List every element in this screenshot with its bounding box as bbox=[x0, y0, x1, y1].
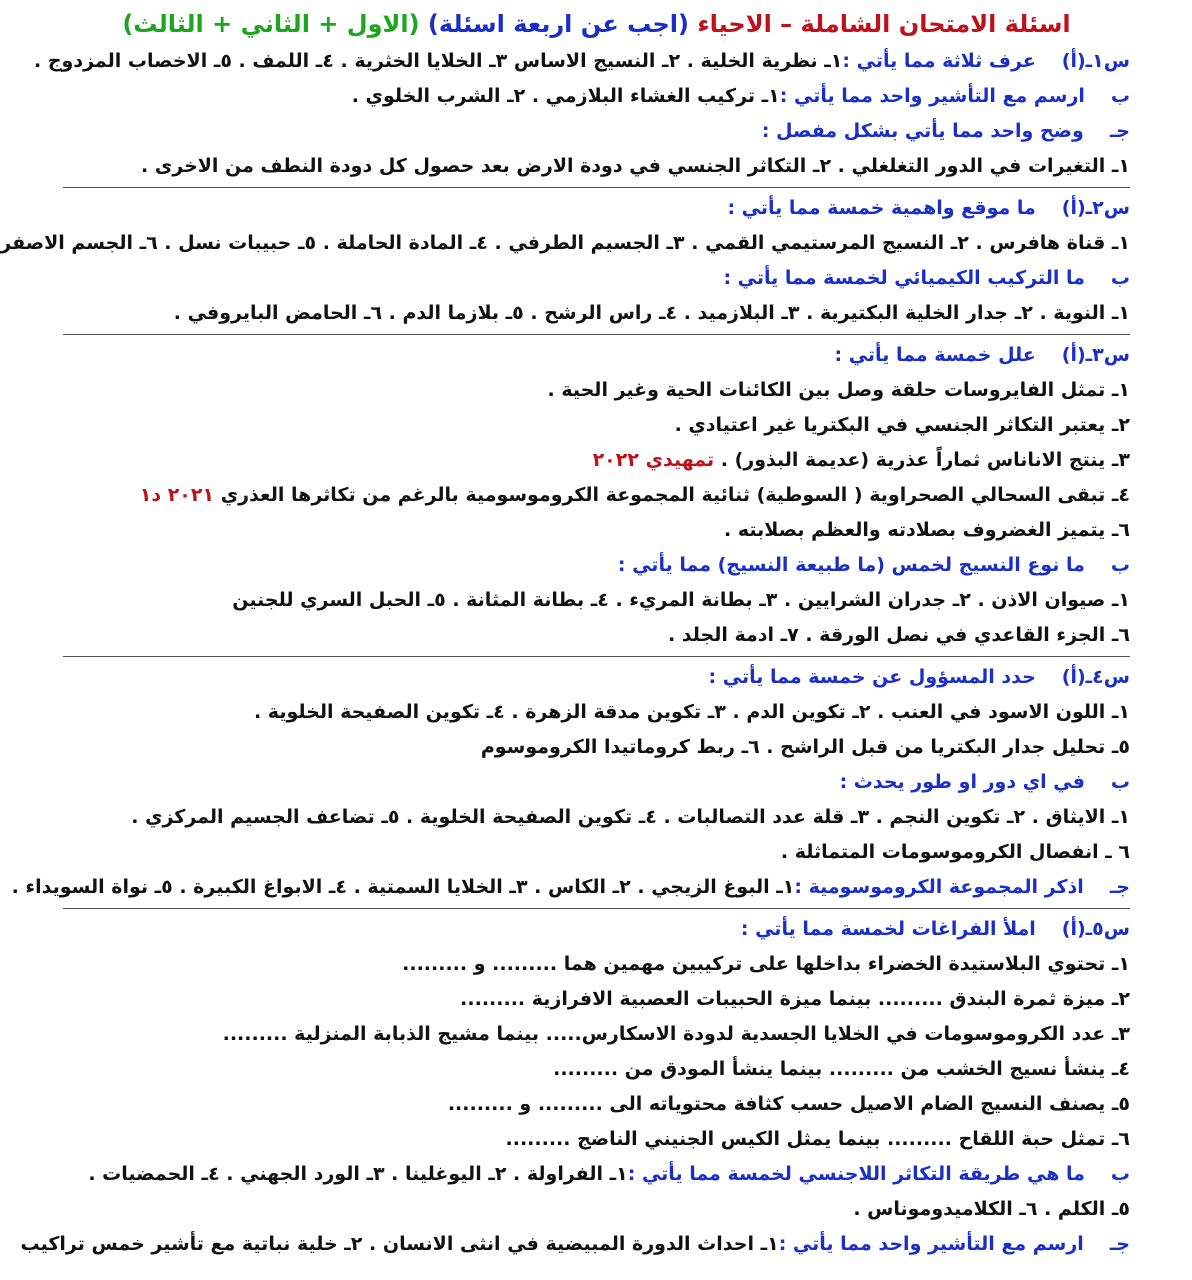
question-4 bbox=[11, 660, 1130, 905]
q3-a-item-4-note: ٢٠٢١ د١ bbox=[139, 484, 215, 506]
q5-c-line bbox=[20, 1227, 1130, 1262]
q1-b-prompt: ارسم مع التأشير واحد مما يأتي : bbox=[779, 85, 1085, 107]
q1-a-prompt: عرف ثلاثة مما يأتي : bbox=[842, 50, 1036, 72]
q4-c-line bbox=[11, 870, 1130, 905]
q1-a-line bbox=[34, 44, 1130, 79]
q1-b-label: ب bbox=[1110, 85, 1130, 107]
q4-b-label: ب bbox=[1110, 771, 1130, 793]
q5-c-label: جـ bbox=[1109, 1233, 1130, 1255]
q5-a-item-5: ٥ـ يصنف النسيج الضام الاصيل حسب كثافة محتوياته الى ......... و ......... bbox=[447, 1093, 1130, 1115]
q3-b-items-2: ٦ـ الجزء القاعدي في نصل الورقة . ٧ـ ادمة الجلد . bbox=[667, 624, 1130, 646]
q4-c-label: جـ bbox=[1109, 876, 1130, 898]
q5-a-item-3: ٣ـ عدد الكروموسومات في الخلايا الجسدية لدودة الاسكارس..... بينما مشيج الذبابة المنزلية ......... bbox=[222, 1023, 1130, 1045]
exam-title bbox=[63, 4, 1130, 44]
q4-a-items-2: ٥ـ تحليل جدار البكتريا من قبل الراشح . ٦ـ ربط كروماتيدا الكروموسوم bbox=[480, 736, 1130, 758]
q2-a-line bbox=[63, 191, 1130, 226]
q5-a-item-4: ٤ـ ينشأ نسيج الخشب من ......... بينما ينشأ المودق من ......... bbox=[553, 1058, 1130, 1080]
q3-a-item-3 bbox=[63, 443, 1130, 478]
divider bbox=[63, 908, 1130, 909]
q5-a-item-2: ٢ـ ميزة ثمرة البندق ......... بينما ميزة الحبيبات العصبية الافرازية ......... bbox=[460, 988, 1130, 1010]
q3-a-label: س٣ـ(أ) bbox=[1061, 344, 1130, 366]
q4-c-items: ١ـ البوغ الزيجي . ٢ـ الكاس . ٣ـ الخلايا السمتية . ٤ـ الابواغ الكبيرة . ٥ـ نواة السويداء . bbox=[11, 876, 795, 898]
q5-a-prompt: املأ الفراغات لخمسة مما يأتي : bbox=[740, 918, 1036, 940]
q3-a-line bbox=[63, 338, 1130, 373]
q1-b-line bbox=[63, 79, 1130, 114]
q3-a-item-1: ١ـ تمثل الفايروسات حلقة وصل بين الكائنات الحية وغير الحية . bbox=[547, 379, 1130, 401]
q5-b-prompt: ما هي طريقة التكاثر اللاجنسي لخمسة مما يأتي : bbox=[627, 1163, 1085, 1185]
q3-a-item-4 bbox=[63, 478, 1130, 513]
q1-c-prompt: وضح واحد مما يأتي بشكل مفصل : bbox=[761, 120, 1084, 142]
q2-b-prompt: ما التركيب الكيميائي لخمسة مما يأتي : bbox=[723, 267, 1085, 289]
question-1 bbox=[34, 44, 1130, 184]
q4-b-line bbox=[63, 765, 1130, 800]
q3-b-line bbox=[63, 548, 1130, 583]
title-instruction: (اجب عن اربعة اسئلة) bbox=[427, 10, 689, 38]
q3-a-item-4-text: ٤ـ تبقى السحالي الصحراوية ( السوطية) ثنائية المجموعة الكروموسومية بالرغم من تكاثرها العذري bbox=[220, 484, 1130, 506]
q4-a-label: س٤ـ(أ) bbox=[1061, 666, 1130, 688]
question-3 bbox=[63, 338, 1130, 653]
q5-b-items-2: ٥ـ الكلم . ٦ـ الكلاميدوموناس . bbox=[853, 1198, 1130, 1220]
q2-b-line bbox=[63, 261, 1130, 296]
q1-c-label: جـ bbox=[1109, 120, 1130, 142]
q5-c-prompt: ارسم مع التأشير واحد مما يأتي : bbox=[778, 1233, 1084, 1255]
q5-a-item-6: ٦ـ تمثل حبة اللقاح ......... بينما يمثل الكيس الجنيني الناضج ......... bbox=[505, 1128, 1130, 1150]
q1-a-label: س١ـ(أ) bbox=[1061, 50, 1130, 72]
question-2 bbox=[0, 191, 1130, 331]
q2-b-items: ١ـ النوية . ٢ـ جدار الخلية البكتيرية . ٣ـ البلازميد . ٤ـ راس الرشح . ٥ـ بلازما الدم . ٦ـ الحامض البايروفي . bbox=[173, 302, 1130, 324]
title-chapters: (الاول + الثاني + الثالث) bbox=[122, 10, 420, 38]
q5-a-line bbox=[63, 912, 1130, 947]
q4-b-items-1: ١ـ الايثاق . ٢ـ تكوين النجم . ٣ـ قلة عدد التصالبات . ٤ـ تكوين الصفيحة الخلوية . ٥ـ تضاعف الجسيم المركزي . bbox=[131, 806, 1130, 828]
q3-b-prompt: ما نوع النسيج لخمس (ما طبيعة النسيج) مما يأتي : bbox=[617, 554, 1085, 576]
q5-b-items-1: ١ـ الفراولة . ٢ـ اليوغلينا . ٣ـ الورد الجهني . ٤ـ الحمضيات . bbox=[88, 1163, 628, 1185]
q5-b-line bbox=[63, 1157, 1130, 1192]
q2-a-prompt: ما موقع واهمية خمسة مما يأتي : bbox=[727, 197, 1036, 219]
q1-c-items: ١ـ التغيرات في الدور التغلغلي . ٢ـ التكاثر الجنسي في دودة الارض بعد حصول كل دودة النطف من الاخرى . bbox=[141, 155, 1130, 177]
q2-a-label: س٢ـ(أ) bbox=[1061, 197, 1130, 219]
q4-a-items-1: ١ـ اللون الاسود في العنب . ٢ـ تكوين الدم . ٣ـ تكوين مدقة الزهرة . ٤ـ تكوين الصفيحة الخلوية . bbox=[253, 701, 1130, 723]
q4-b-items-2: ٦ ـ انفصال الكروموسومات المتماثلة . bbox=[780, 841, 1130, 863]
q1-c-line bbox=[63, 114, 1130, 149]
q5-a-label: س٥ـ(أ) bbox=[1061, 918, 1130, 940]
q3-b-items-1: ١ـ صيوان الاذن . ٢ـ جدران الشرايين . ٣ـ بطانة المريء . ٤ـ بطانة المثانة . ٥ـ الحبل السري للجنين bbox=[232, 589, 1130, 611]
q1-b-items: ١ـ تركيب الغشاء البلازمي . ٢ـ الشرب الخلوي . bbox=[351, 85, 780, 107]
title-main: اسئلة الامتحان الشاملة – الاحياء bbox=[697, 10, 1071, 38]
q4-a-prompt: حدد المسؤول عن خمسة مما يأتي : bbox=[708, 666, 1036, 688]
q3-a-item-3-text: ٣ـ ينتج الاناناس ثماراً عذرية (عديمة البذور) . bbox=[720, 449, 1130, 471]
q3-b-label: ب bbox=[1110, 554, 1130, 576]
question-5 bbox=[20, 912, 1130, 1262]
q4-b-prompt: في اي دور او طور يحدث : bbox=[839, 771, 1085, 793]
q4-c-prompt: اذكر المجموعة الكروموسومية : bbox=[794, 876, 1084, 898]
q4-a-line bbox=[63, 660, 1130, 695]
q5-a-item-1: ١ـ تحتوي البلاستيدة الخضراء بداخلها على تركيبين مهمين هما ......... و ......... bbox=[402, 953, 1130, 975]
q5-b-label: ب bbox=[1110, 1163, 1130, 1185]
q1-a-items: ١ـ نظرية الخلية . ٢ـ النسيج الاساس ٣ـ الخلايا الخثرية . ٤ـ اللمف . ٥ـ الاخصاب المزدوج . bbox=[34, 50, 843, 72]
divider bbox=[63, 656, 1130, 657]
q3-a-item-2: ٢ـ يعتبر التكاثر الجنسي في البكتريا غير اعتيادي . bbox=[674, 414, 1130, 436]
q3-a-prompt: علل خمسة مما يأتي : bbox=[834, 344, 1036, 366]
q3-a-item-6: ٦ـ يتميز الغضروف بصلادته والعظم بصلابته . bbox=[724, 519, 1130, 541]
q5-c-items: ١ـ احداث الدورة المبيضية في انثى الانسان . ٢ـ خلية نباتية مع تأشير خمس تراكيب bbox=[20, 1233, 779, 1255]
q2-b-label: ب bbox=[1110, 267, 1130, 289]
q2-a-items: ١ـ قناة هافرس . ٢ـ النسيج المرستيمي القمي . ٣ـ الجسيم الطرفي . ٤ـ المادة الحاملة . ٥ـ حبيبات نسل . ٦ـ الجسم الاصفر bbox=[0, 232, 1130, 254]
divider bbox=[63, 334, 1130, 335]
divider bbox=[63, 187, 1130, 188]
q3-a-item-3-note: تمهيدي ٢٠٢٢ bbox=[592, 449, 715, 471]
